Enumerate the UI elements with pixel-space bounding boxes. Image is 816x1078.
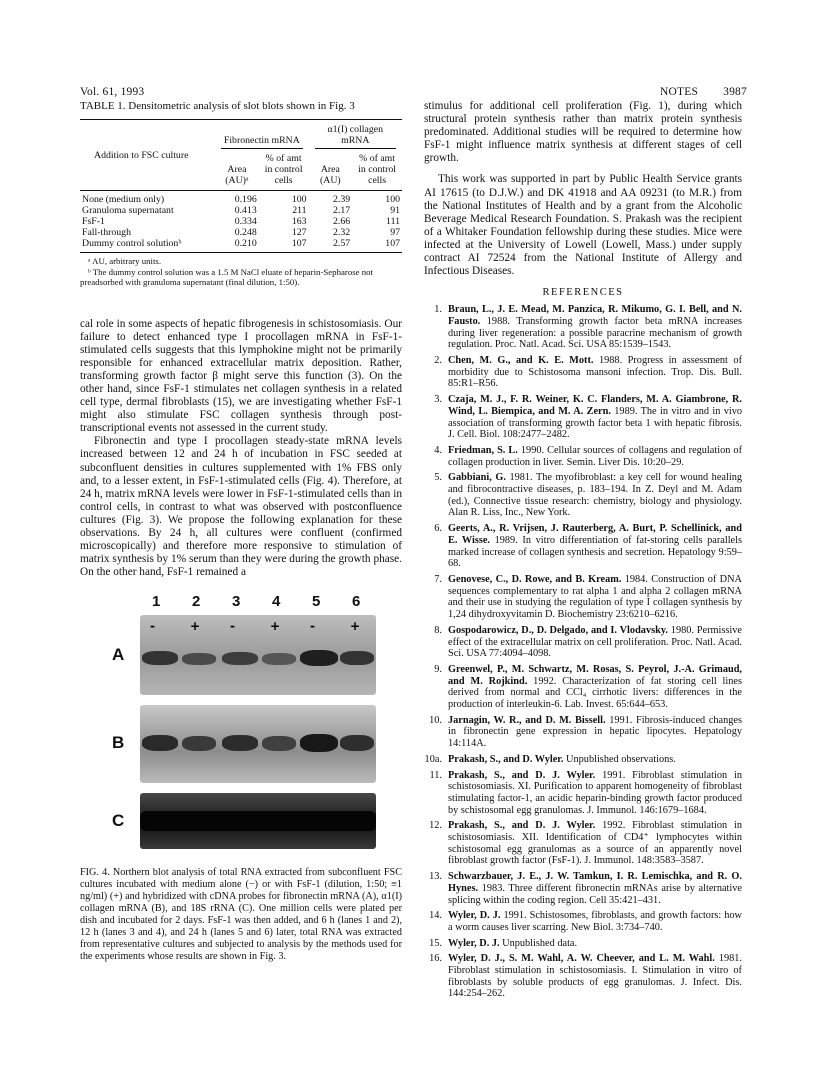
lane-label: 5	[312, 593, 321, 611]
lane-label: 3	[232, 593, 241, 611]
densitometry-table	[80, 120, 402, 252]
row-header: Addition to FSC culture	[94, 149, 189, 161]
table-title: TABLE 1. Densitometric analysis of slot blots shown in Fig. 3	[80, 100, 355, 112]
reference-item: 15. Wyler, D. J. Unpublished data.	[429, 937, 578, 949]
blot-band	[300, 650, 338, 666]
treatment-sign: -	[310, 619, 315, 634]
left-column	[80, 100, 402, 963]
reference-item: 11. Prakash, S., and D. J. Wyler. 1991. Fibroblast stimulation in schistosomiasis. XI. Purification to apparent homogeneity of fibroblast stimulating factor-1, an acidic heparin-binding growth factor produced by schistosomal egg granulomas. J. Immunol. 146:1679–1684.	[429, 769, 742, 816]
reference-item: 1. Braun, L., J. E. Mead, M. Panzica, R. Mikumo, G. I. Bell, and N. Fausto. 1988. Transforming growth factor beta mRNA increases during liver regeneration: a possible paracrine mechanism of growth regulation. Proc. Natl. Acad. Sci. USA 85:1539–1543.	[434, 304, 742, 351]
table-row: Fall-through 0.248 127 2.32 97	[82, 227, 400, 238]
treatment-sign: +	[190, 619, 201, 634]
reference-list	[424, 304, 742, 1000]
references-heading: REFERENCES	[542, 287, 624, 299]
body-paragraph-3: stimulus for additional cell proliferation (Fig. 1), during which structural protein synthesis rather than matrix protein synthesis predominated. Additional studies will be required to determine how FsF-1 might influence matrix synthesis at different stages of cell growth.	[424, 100, 742, 165]
lane-label: 2	[192, 593, 201, 611]
treatment-sign: +	[270, 619, 281, 634]
journal-volume: Vol. 61, 1993	[80, 86, 145, 98]
reference-item: 3. Czaja, M. J., F. R. Weiner, K. C. Flanders, M. A. Giambrone, R. Wind, L. Biempica, and M. A. Zern. 1989. The in vitro and in vivo association of transforming growth factor beta 1 with hepatic fibrosis. J. Cell. Biol. 108:2477–2482.	[434, 394, 742, 441]
reference-item: 5. Gabbiani, G. 1981. The myofibroblast: a key cell for wound healing and fibrocontractive diseases, p. 183–194. In Z. Deyl and M. Adam (ed.), Connective tissue research: chemistry, biology and physiology. Alan R. Liss, Inc., New York.	[434, 472, 742, 519]
blot-band	[142, 735, 178, 751]
page-number: 3987	[723, 86, 747, 98]
reference-item: 8. Gospodarowicz, D., D. Delgado, and I. Vlodavsky. 1980. Permissive effect of the extracellular matrix on cell proliferation. Proc. Natl. Acad. Sci. USA 77:4094–4098.	[434, 624, 742, 660]
blot-band	[182, 653, 216, 665]
reference-item: 16. Wyler, D. J., S. M. Wahl, A. W. Cheever, and L. M. Wahl. 1981. Fibroblast stimulation in schistosomiasis. I. Stimulation in vitro of fibroblasts by soluble products of egg granulomas. J. Infect. Dis. 144:254–262.	[429, 953, 742, 1000]
col-pct-fn: % of amt in control cells	[264, 153, 303, 186]
reference-item: 7. Genovese, C., D. Rowe, and B. Kream. 1984. Construction of DNA sequences complementary to rat alpha 1 and alpha 2 collagen mRNA and their use in studying the regulation of type I collagen synthesis by 1,24 dihydroxyvitamin D. Biochemistry 23:6210–6216.	[434, 573, 742, 621]
blot-band	[222, 652, 258, 665]
reference-item: 12. Prakash, S., and D. J. Wyler. 1992. Fibroblast stimulation in schistosomiasis. XII. Identification of CD4⁺ lymphocytes within schistosomal egg granulomas as a source of an apparently novel fibroblast growth factor (FsF-1). J. Immunol. 148:3583–3587.	[429, 820, 742, 867]
col-pct-col: % of amt in control cells	[358, 153, 396, 186]
reference-item: 10a. Prakash, S., and D. Wyler. Unpublished observations.	[424, 753, 676, 765]
panel-label-b: B	[112, 733, 125, 753]
blot-band	[182, 736, 216, 751]
blot-panel-a	[140, 615, 376, 695]
reference-item: 4. Friedman, S. L. 1990. Cellular sources of collagens and regulation of collagen production in liver. Semin. Liver Dis. 10:20–29.	[434, 444, 742, 468]
panel-label-a: A	[112, 645, 125, 665]
blot-band	[262, 653, 296, 665]
table-row: FsF-1 0.334 163 2.66 111	[82, 216, 400, 227]
blot-panel-c	[140, 793, 376, 849]
body-paragraph-1: cal role in some aspects of hepatic fibrogenesis in schistosomiasis. Our failure to detect enhanced type I procollagen mRNA in FsF-1-stimulated cells suggests that this lymphokine might not be primarily responsible for enhanced extracellular matrix deposition. Rather, transforming growth factor β might serve this function (3). On the other hand, since FsF-1 stimulates net collagen synthesis in a related cell type, dermal fibroblasts (15), we are investigating whether FsF-1 might also stimulate FSC collagen synthesis through post-transcriptional events not assessed in the current study.	[80, 317, 402, 435]
table-row: None (medium only) 0.196 100 2.39 100	[82, 194, 400, 205]
blot-band	[140, 811, 376, 831]
panel-label-c: C	[112, 811, 125, 831]
reference-item: 2. Chen, M. G., and K. E. Mott. 1988. Progress in assessment of morbidity due to Schistosoma mansoni infection. Trop. Dis. Bull. 85:R1–R56.	[434, 355, 742, 390]
treatment-sign: +	[350, 619, 361, 634]
figure-caption: FIG. 4. Northern blot analysis of total RNA extracted from subconfluent FSC cultures incubated with medium alone (−) or with FsF-1 (dilution, 1:50; ≡1 ng/ml) (+) and hybridized with cDNA probes for fibronectin mRNA (A), α1(I) collagen mRNA (B), and 18S rRNA (C). One million cells were plated per dish and incubated for 2 days. FsF-1 was then added, and 6 h (lanes 1 and 2), 12 h (lanes 3 and 4), and 24 h (lanes 5 and 6) later, total RNA was extracted from representative cultures and subjected to analysis by the methods used for the experiments whose results are shown in Fig. 3.	[80, 867, 402, 962]
northern-blot-figure	[108, 593, 378, 853]
table-bottom-rule	[80, 252, 402, 253]
lane-numbers	[146, 593, 376, 609]
running-header	[660, 86, 769, 98]
table-footnotes	[80, 256, 402, 288]
treatment-sign: -	[230, 619, 235, 634]
col-area-fn: Area (AU)ᵃ	[225, 164, 249, 186]
blot-band	[300, 734, 338, 752]
blot-band	[340, 651, 374, 665]
body-paragraph-2: Fibronectin and type I procollagen steady-state mRNA levels increased between 12 and 24 h of incubation in FSC seeded at subconfluent densities in cultures supplemented with 1% FBS only and, to a lesser extent, in FsF-1-stimulated cells (Fig. 4). Therefore, at 24 h, matrix mRNA levels were lower in FsF-1-stimulated cells than in control cells, in contrast to what was observed with postconfluence cultures (Fig. 3). We propose the following explanation for these observations. By 24 h, all cultures were confluent (confirmed microscopically) and therefore more responsive to stimulation of matrix synthesis by 1% serum than they were during the growth phase. On the other hand, FsF-1 remained a	[80, 435, 402, 579]
blot-band	[340, 735, 374, 751]
section-label: NOTES	[660, 86, 699, 98]
right-column	[424, 100, 742, 1004]
reference-item: 14. Wyler, D. J. 1991. Schistosomes, fibroblasts, and growth factors: how a worm causes liver scarring. New Biol. 3:734–740.	[429, 910, 742, 933]
blot-panel-b	[140, 705, 376, 783]
col-area-col: Area (AU)	[320, 164, 341, 186]
lane-label: 4	[272, 593, 281, 611]
lane-label: 1	[152, 593, 161, 611]
reference-item: 6. Geerts, A., R. Vrijsen, J. Rauterberg, A. Burt, P. Schellinick, and E. Wisse. 1989. In vitro differentiation of fat-storing cells parallels marked increase of collagen synthesis and secretion. Hepatology 9:59–68.	[434, 523, 742, 570]
footnote-a: ᵃ AU, arbitrary units.	[88, 256, 162, 266]
blot-band	[222, 735, 258, 751]
group-header-collagen: α1(I) collagen mRNA	[309, 120, 402, 149]
reference-item: 9. Greenwel, P., M. Schwartz, M. Rosas, S. Peyrol, J.-A. Grimaud, and M. Rojkind. 1992. Characterization of fat storing cell lines derived from normal and CCl₄ cirrhotic livers: differences in the production of interleukin-6. Lab. Invest. 65:644–653.	[434, 663, 743, 711]
treatment-sign: -	[150, 619, 155, 634]
footnote-b: ᵇ The dummy control solution was a 1.5 M NaCl eluate of heparin-Sepharose not preadsorbed with granuloma supernatant (final dilution, 1:50).	[80, 266, 373, 287]
table-row: Granuloma supernatant 0.413 211 2.17 91	[82, 205, 400, 216]
blot-band	[142, 651, 178, 665]
reference-item: 13. Schwarzbauer, J. E., J. W. Tamkun, I. R. Lemischka, and R. O. Hynes. 1983. Three different fibronectin mRNAs arise by alternative splicing within the coding region. Cell 35:421–431.	[429, 871, 742, 906]
blot-band	[262, 736, 296, 751]
table-row: Dummy control solutionᵇ 0.210 107 2.57 107	[82, 238, 400, 249]
reference-item: 10. Jarnagin, W. R., and D. M. Bissell. 1991. Fibrosis-induced changes in fibronectin gene expression in hepatic lipocytes. Hepatology 14:114A.	[429, 714, 742, 750]
lane-label: 6	[352, 593, 361, 611]
acknowledgments: This work was supported in part by Public Health Service grants AI 17615 (to D.J.W.) and DK 41918 and AA 09231 (to M.R.) from the National Institutes of Health and by a grant from the Alcoholic Beverage Medical Research Foundation. S. Prakash was the recipient of a Whitaker Foundation fellowship during these studies. Mice were infected at the University of Lowell (Lowell, Mass.) under supply contract AI 72524 from the National Institute of Allergy and Infectious Diseases.	[424, 173, 742, 278]
group-header-fibronectin: Fibronectin mRNA	[215, 120, 308, 149]
